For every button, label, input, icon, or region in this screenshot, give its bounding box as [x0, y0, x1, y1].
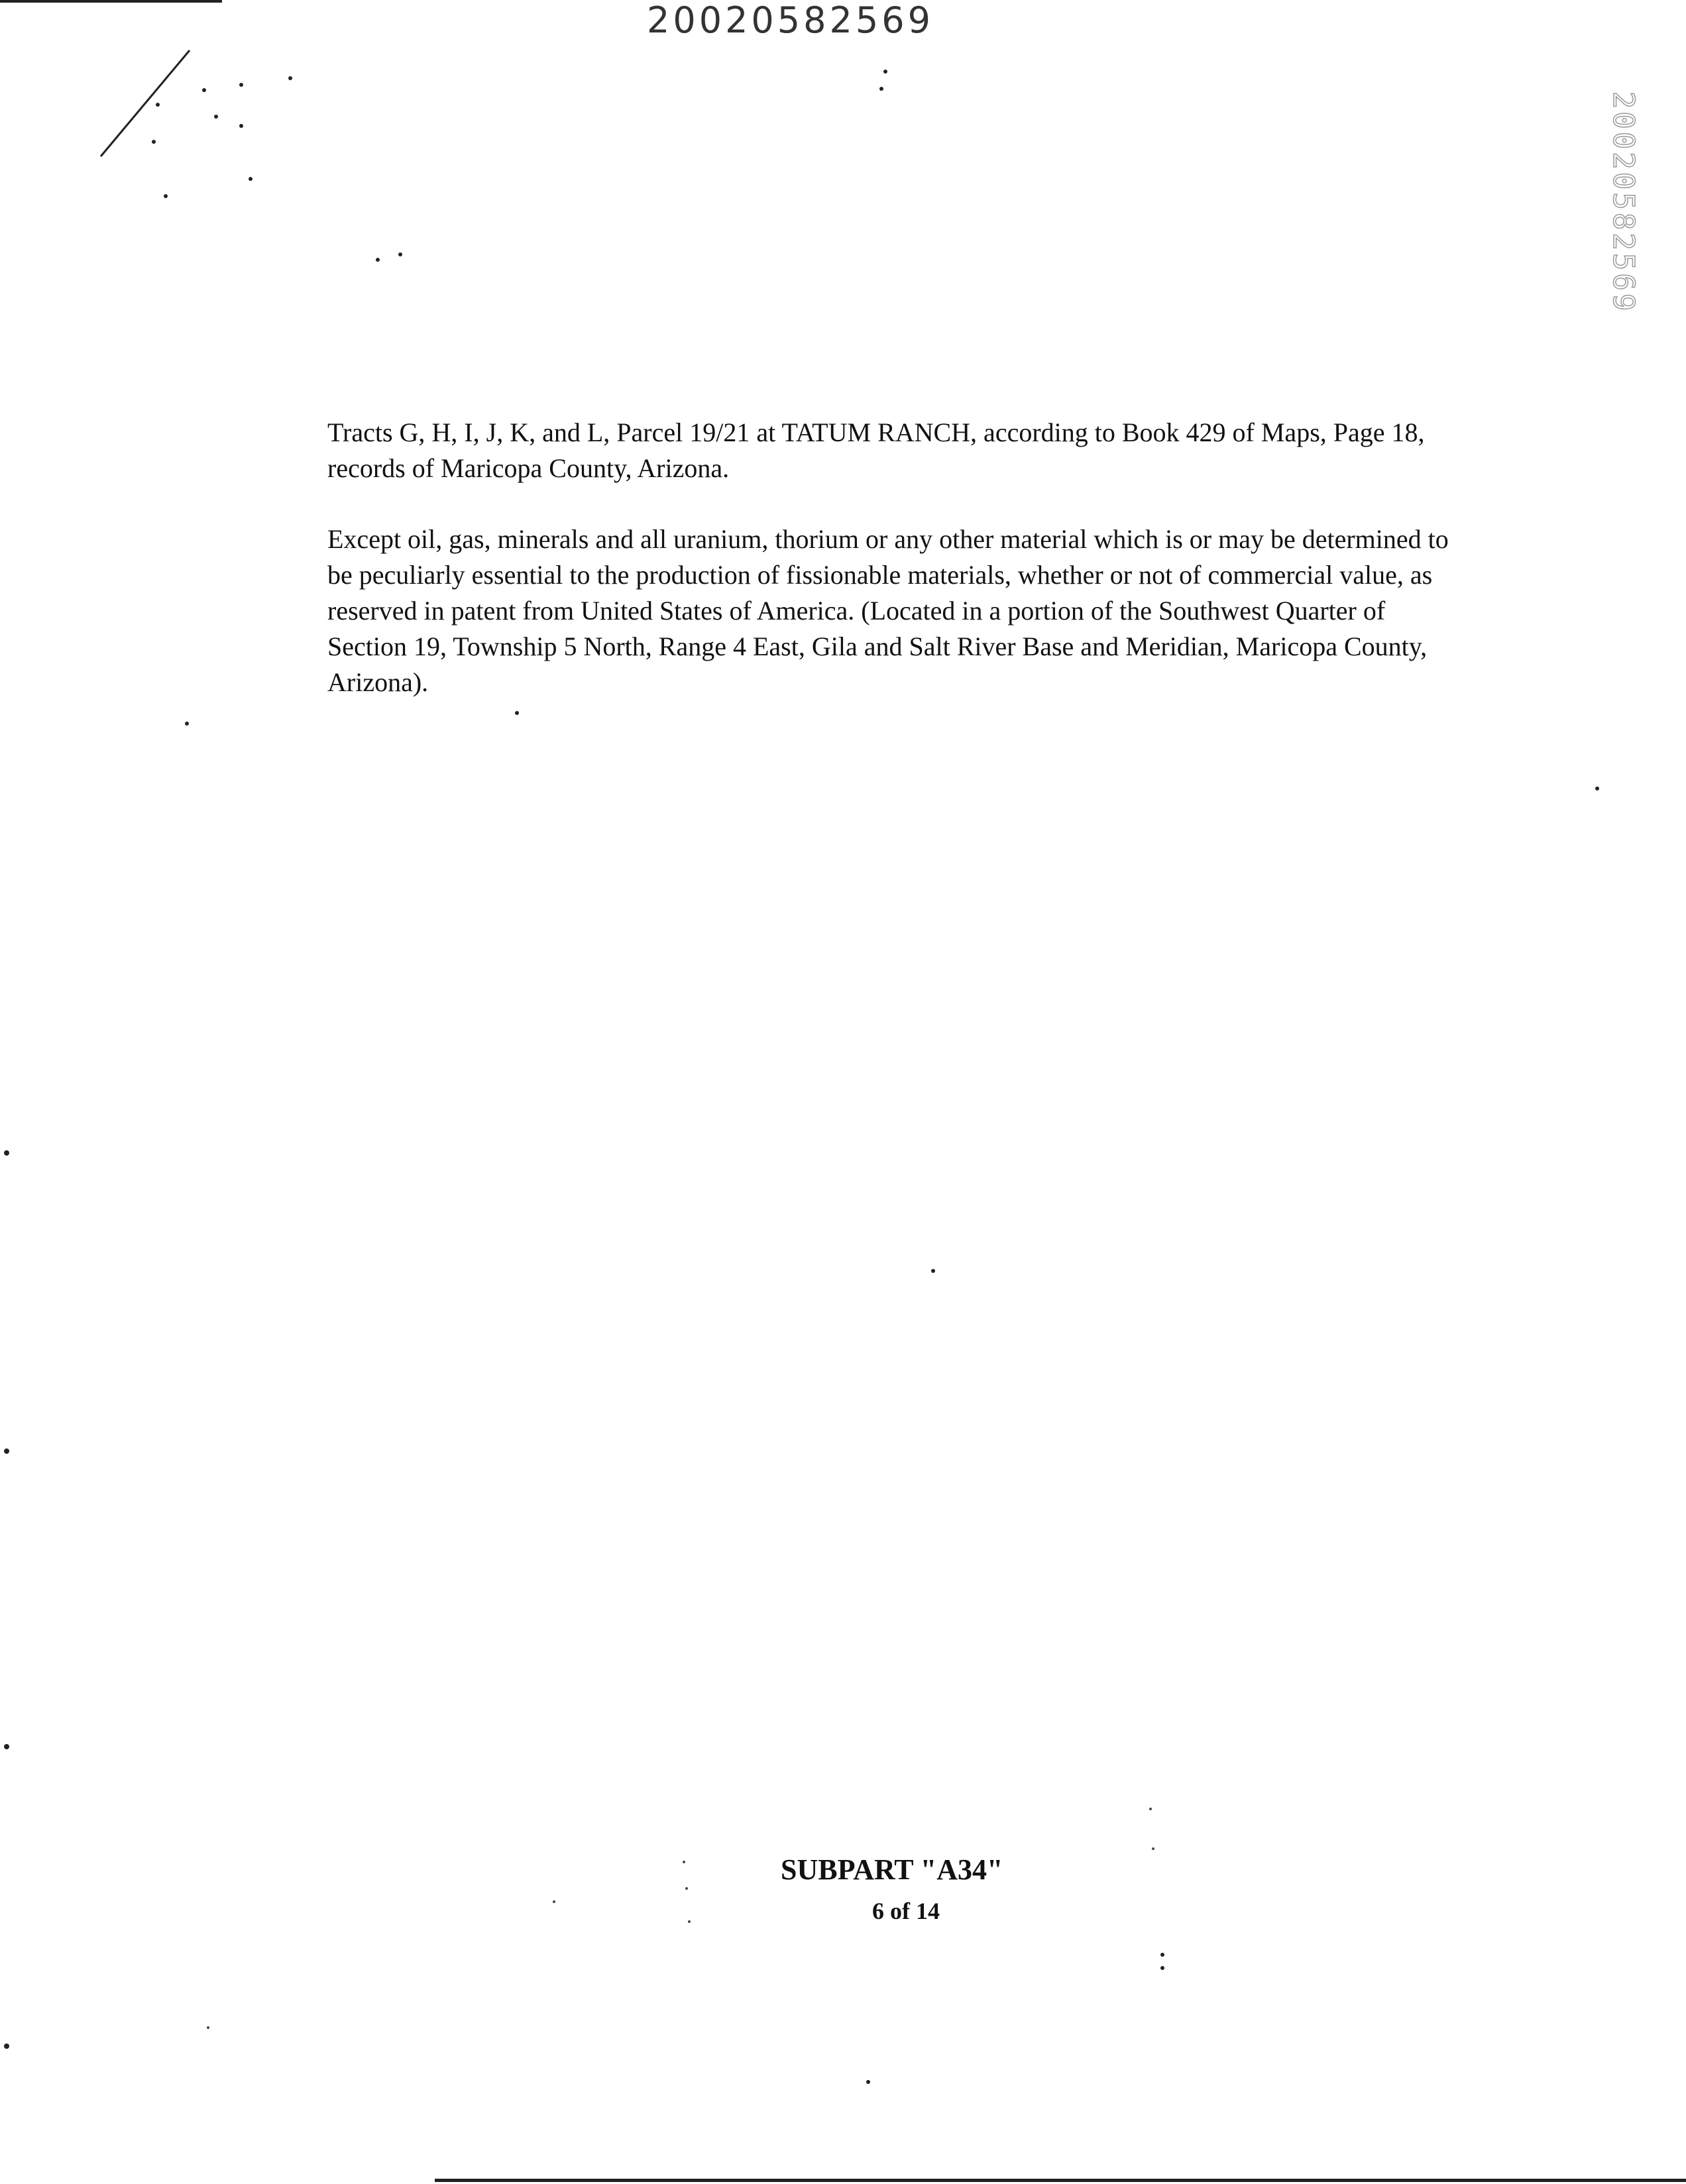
speck — [249, 177, 253, 181]
document-number: 20020582569 — [647, 0, 934, 41]
speck — [398, 252, 402, 256]
subpart-label: SUBPART "A34" — [781, 1853, 1003, 1886]
speck — [152, 140, 156, 144]
speck — [288, 76, 292, 80]
speck — [202, 88, 206, 92]
speck — [156, 103, 160, 107]
legal-description-tracts: Tracts G, H, I, J, K, and L, Parcel 19/21 at TATUM RANCH, according to Book 429 of Maps, Page 18, records of Maricopa County, Arizona. — [327, 417, 1425, 483]
speck — [1160, 1966, 1164, 1970]
speck — [4, 1150, 9, 1156]
speck — [931, 1269, 935, 1273]
speck — [239, 83, 243, 87]
speck — [515, 711, 519, 715]
speck — [553, 1900, 555, 1903]
speck — [4, 1744, 9, 1749]
pen-stroke — [101, 50, 190, 156]
speck — [1160, 1953, 1164, 1957]
speck — [1595, 787, 1599, 791]
speck — [883, 70, 887, 74]
speck — [1152, 1847, 1154, 1850]
speck — [685, 1887, 688, 1890]
speck — [1149, 1808, 1152, 1810]
side-stamp-text: 20020582569 — [1606, 91, 1641, 313]
speck — [879, 87, 883, 91]
speck — [4, 1448, 9, 1454]
speck — [683, 1861, 685, 1863]
speck — [214, 115, 218, 119]
speck — [239, 124, 243, 128]
bottom-rule — [435, 2179, 1686, 2182]
speck — [866, 2080, 870, 2084]
speck — [207, 2026, 209, 2029]
page-indicator: 6 of 14 — [872, 1898, 940, 1924]
speck — [164, 194, 168, 198]
speck — [376, 258, 380, 262]
speck — [185, 722, 189, 726]
speck — [4, 2044, 9, 2049]
legal-description-exceptions: Except oil, gas, minerals and all uranium, thorium or any other material which is or may be determined to be peculiarly essential to the production of fissionable materials, whether or not of commercial value, as reserved in patent from United States of America. (Located in a portion of the Southwest Quarter of Section 19, Township 5 North, Range 4 East, Gila and Salt River Base and Meridian, Maricopa County, Arizona). — [327, 524, 1449, 697]
speck — [688, 1920, 691, 1923]
